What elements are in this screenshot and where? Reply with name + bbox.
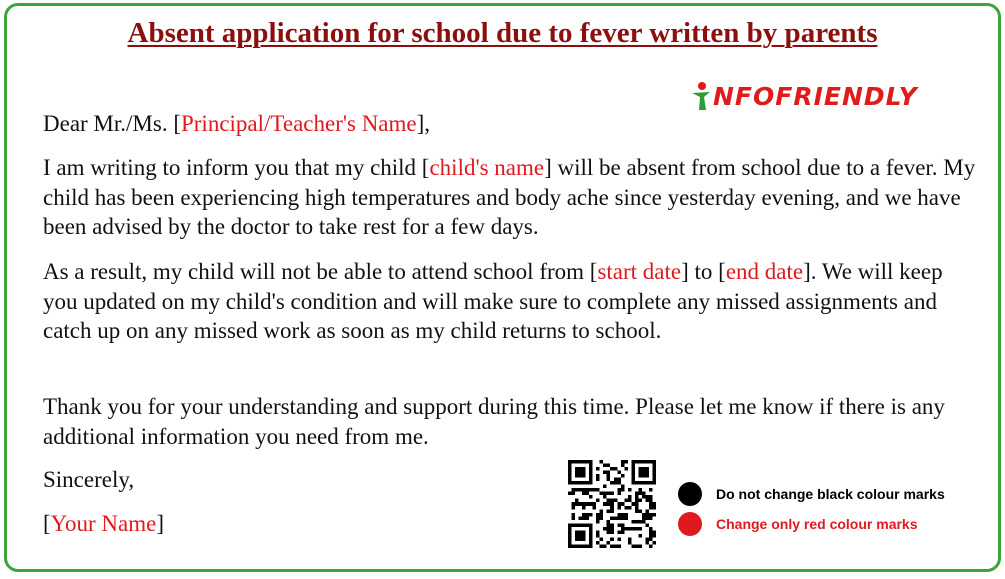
closing: Sincerely, xyxy=(43,467,135,492)
paragraph-3: Thank you for your understanding and support during this time. Please let me know if there is any additional information you need from me. xyxy=(43,394,945,449)
placeholder-your-name: Your Name xyxy=(50,511,157,536)
paragraph-1: I am writing to inform you that my child [child's name] will be absent from school due to a fever. My child has been experiencing high temperatures and body ache since yesterday evening, and we have been advised by the doctor to take rest for a few days. xyxy=(43,155,976,239)
infofriendly-logo xyxy=(690,80,918,112)
greeting: Dear Mr./Ms. [Principal/Teacher's Name], xyxy=(43,111,431,136)
legend-black-label: Do not change black colour marks xyxy=(716,486,945,502)
placeholder-end-date: end date xyxy=(725,259,804,284)
legend-black xyxy=(678,481,945,507)
legend-red xyxy=(678,511,918,537)
placeholder-principal-name: Principal/Teacher's Name xyxy=(180,111,417,136)
paragraph-2: As a result, my child will not be able to attend school from [start date] to [end date]. We will keep you updated on my child's condition and will make sure to complete any missed assignments and catch up on any missed work as soon as my child returns to school. xyxy=(43,259,943,343)
signature: [Your Name] xyxy=(43,511,164,536)
qr-code xyxy=(568,460,656,548)
red-dot-icon xyxy=(678,512,702,536)
placeholder-child-name: child's name xyxy=(429,155,545,180)
legend-red-label: Change only red colour marks xyxy=(716,516,918,532)
black-dot-icon xyxy=(678,482,702,506)
page-title: Absent application for school due to fever written by parents xyxy=(127,17,878,49)
person-i-icon xyxy=(690,81,712,111)
logo-text: NFOFRIENDLY xyxy=(713,81,918,111)
placeholder-start-date: start date xyxy=(597,259,682,284)
